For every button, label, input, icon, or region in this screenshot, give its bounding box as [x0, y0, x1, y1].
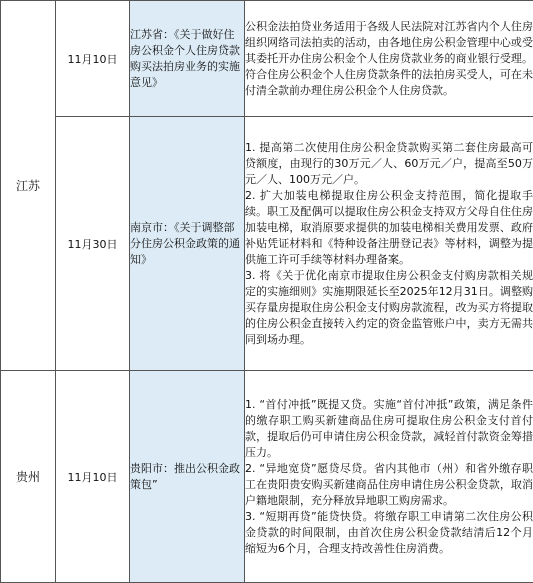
content-paragraph: 公积金法拍贷业务适用于各级人民法院对江苏省内个人住房组织网络司法拍卖的活动，由各地住房公积金管理中心或受其委托开办住房公积金个人住房贷款业务的商业银行受理。符合住房公积金个人住房贷款条件的法拍房买受人，可在未付清全款前办理住房公积金个人住房贷款。: [245, 19, 533, 99]
table-row: [1, 117, 533, 371]
province-label: 江苏: [1, 177, 55, 194]
date-cell: [56, 1, 130, 117]
content-paragraph: 2. 扩大加装电梯提取住房公积金支持范围，简化提取手续。职工及配偶可以提取住房公积金支持双方父母自住住房加装电梯，取消原要求提供的加装电梯相关费用发票、政府补贴凭证材料和《特种设备注册登记表》等材料，调整为提供施工许可手续等材料办理备案。: [245, 188, 533, 268]
document-title: 江苏省：《关于做好住房公积金个人住房贷款购买法拍房业务的实施意见》: [130, 27, 244, 91]
date-label: 11月10日: [56, 469, 129, 485]
date-cell: [56, 117, 130, 371]
province-cell: [1, 1, 56, 371]
date-cell: [56, 371, 130, 583]
content-cell: [245, 1, 533, 117]
province-cell: [1, 371, 56, 583]
table-row: [1, 371, 533, 583]
content-paragraph: 3. “短期再贷”能贷快贷。将缴存职工申请第二次住房公积金贷款的时间限制，由首次住房公积金贷款结清后12个月缩短为6个月，合理支持改善性住房消费。: [245, 509, 533, 557]
date-label: 11月30日: [56, 236, 129, 252]
table-row: [1, 1, 533, 117]
content-cell: [245, 117, 533, 371]
content-paragraph: 3. 将《关于优化南京市提取住房公积金支付购房款相关规定的实施细则》实施期限延长至2025年12月31日。调整购买存量房提取住房公积金支付购房款流程，改为买方将提取的住房公积金直接转入约定的资金监管账户中，卖方无需共同到场办理。: [245, 268, 533, 348]
date-label: 11月10日: [56, 51, 129, 67]
content-cell: [245, 371, 533, 583]
content-paragraph: 1. 提高第二次使用住房公积金贷款购买第二套住房最高可贷额度，由现行的30万元／人、60万元／户，提高至50万元／人、100万元／户。: [245, 140, 533, 188]
content-paragraph: 2. “异地宽贷”愿贷尽贷。省内其他市（州）和省外缴存职工在贵阳贵安购买新建商品住房申请住房公积金贷款，取消户籍地限制，充分释放异地职工购房需求。: [245, 461, 533, 509]
content-paragraph: 1. “首付冲抵”既提又贷。实施“首付冲抵”政策，满足条件的缴存职工购买新建商品住房可提取住房公积金支付首付款，提取后仍可申请住房公积金贷款，减轻首付款资金筹措压力。: [245, 397, 533, 461]
document-title: 贵阳市：推出公积金政策包”: [130, 461, 244, 493]
document-title: 南京市：《关于调整部分住房公积金政策的通知》: [130, 220, 244, 268]
document-cell: [130, 371, 245, 583]
document-cell: [130, 1, 245, 117]
document-cell: [130, 117, 245, 371]
province-label: 贵州: [1, 468, 55, 485]
